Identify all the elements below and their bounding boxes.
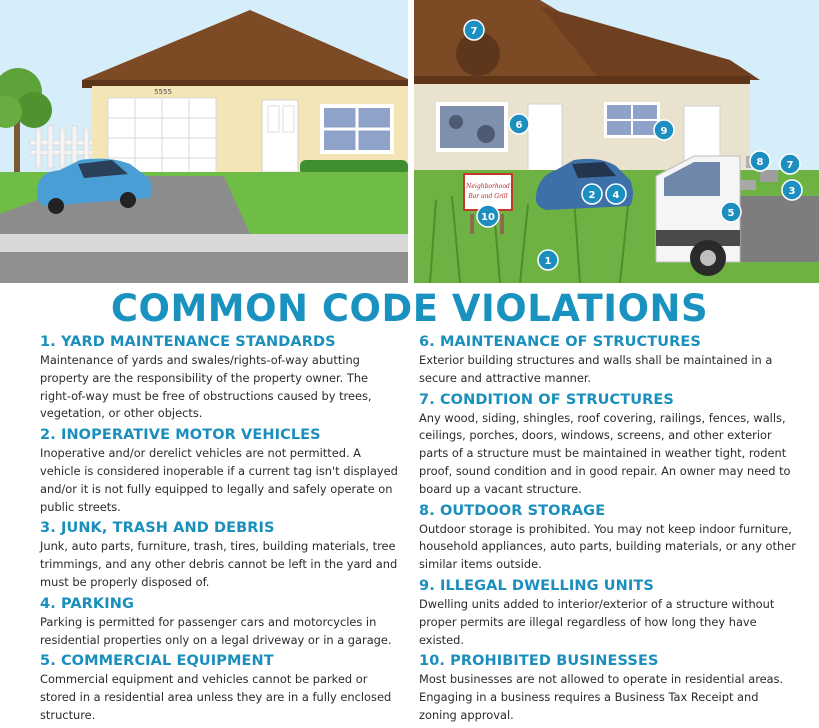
svg-text:9: 9 — [660, 126, 668, 137]
violation-description: Inoperative and/or derelict vehicles are not permitted. A vehicle is considered inoperable if a current tag isn't displayed and/or it is not fully equipped to legally and safely operate on public streets. — [40, 446, 398, 514]
violation-item-illegal-dwelling — [419, 577, 797, 649]
violation-title: 7. CONDITION OF STRUCTURES — [419, 391, 674, 408]
well-kept-house-scene — [0, 0, 410, 283]
violation-title: 9. ILLEGAL DWELLING UNITS — [419, 577, 654, 594]
svg-text:1: 1 — [544, 256, 552, 267]
violation-title: 1. YARD MAINTENANCE STANDARDS — [40, 334, 336, 350]
violation-item-prohibited-businesses — [419, 652, 797, 724]
violation-title: 4. PARKING — [40, 595, 134, 612]
violation-description: Exterior building structures and walls shall be maintained in a secure and attractive manner. — [419, 353, 773, 385]
violation-marker-4 — [606, 184, 626, 204]
violation-item-maintenance-structures — [419, 333, 797, 388]
violation-marker-7-wall — [780, 154, 800, 174]
violation-marker-7-roof — [464, 20, 484, 40]
svg-text:5: 5 — [727, 208, 735, 219]
violation-description: Outdoor storage is prohibited. You may not keep indoor furniture, household appliances, auto parts, building materials, or any other similar items outside. — [419, 521, 796, 572]
violation-description: Dwelling units added to interior/exterior of a structure without proper permits are illegal regardless of how long they have existed. — [419, 596, 775, 647]
violation-title: 3. JUNK, TRASH AND DEBRIS — [40, 520, 275, 537]
svg-text:6: 6 — [515, 120, 523, 131]
violation-description: Maintenance of yards and swales/rights-of-way abutting property are the responsibility of the property owner. The right-of-way must be free of obstructions caused by trees, vegetation, or other objects. — [40, 353, 372, 421]
violation-description: Junk, auto parts, furniture, trash, tires, building materials, tree trimmings, and any other debris cannot be left in the yard and must be properly disposed of. — [40, 539, 398, 589]
violation-item-yard-maintenance — [40, 333, 402, 423]
violation-item-condition-structures — [419, 391, 797, 499]
violation-marker-5 — [721, 202, 741, 222]
violations-house-scene — [414, 0, 819, 283]
violation-marker-9 — [654, 120, 674, 140]
violation-title: 6. MAINTENANCE OF STRUCTURES — [419, 334, 701, 350]
violation-title: 5. COMMERCIAL EQUIPMENT — [40, 653, 274, 670]
house-illustration — [0, 0, 819, 283]
violation-item-parking — [40, 595, 402, 650]
svg-text:2: 2 — [588, 190, 596, 201]
violation-marker-10 — [477, 205, 499, 227]
violation-item-inoperative-vehicles — [40, 426, 402, 516]
violation-title: 8. OUTDOOR STORAGE — [419, 502, 606, 519]
svg-text:8: 8 — [756, 157, 764, 168]
svg-text:4: 4 — [612, 190, 620, 201]
svg-text:7: 7 — [786, 160, 794, 171]
violation-marker-3 — [782, 180, 802, 200]
svg-text:10: 10 — [481, 212, 495, 223]
violations-column-right — [419, 333, 797, 728]
page-title: COMMON CODE VIOLATIONS — [110, 287, 709, 330]
svg-text:3: 3 — [788, 186, 796, 197]
violation-item-outdoor-storage — [419, 502, 797, 574]
sign-line-2: Bar and Grill — [468, 193, 508, 200]
violation-marker-2 — [582, 184, 602, 204]
violation-title: 10. PROHIBITED BUSINESSES — [419, 653, 659, 670]
violation-item-commercial-equipment — [40, 652, 402, 724]
violation-marker-1 — [538, 250, 558, 270]
svg-text:7: 7 — [470, 26, 478, 37]
violation-marker-6 — [509, 114, 529, 134]
violation-marker-8 — [750, 151, 770, 171]
house-number: 5555 — [154, 88, 172, 96]
violation-item-junk-trash — [40, 519, 402, 591]
violation-title: 2. INOPERATIVE MOTOR VEHICLES — [40, 427, 321, 444]
violation-description: Most businesses are not allowed to operate in residential areas. Engaging in a business requires a Business Tax Receipt and zoning approval. — [419, 672, 784, 722]
sign-line-1: Neighborhood — [466, 183, 510, 190]
violation-description: Commercial equipment and vehicles cannot be parked or stored in a residential area unless they are in a fully enclosed structure. — [40, 672, 392, 722]
violation-description: Any wood, siding, shingles, roof covering, railings, fences, walls, ceilings, porches, doors, windows, screens, and other exterior parts of a structure must be maintained in weather tight, rodent proof, sound condition and in good repair. An owner may need to board up a vacant structure. — [419, 410, 791, 496]
violation-description: Parking is permitted for passenger cars and motorcycles in residential properties only on a legal driveway or in a garage. — [40, 614, 392, 647]
violations-column-left — [40, 333, 402, 728]
